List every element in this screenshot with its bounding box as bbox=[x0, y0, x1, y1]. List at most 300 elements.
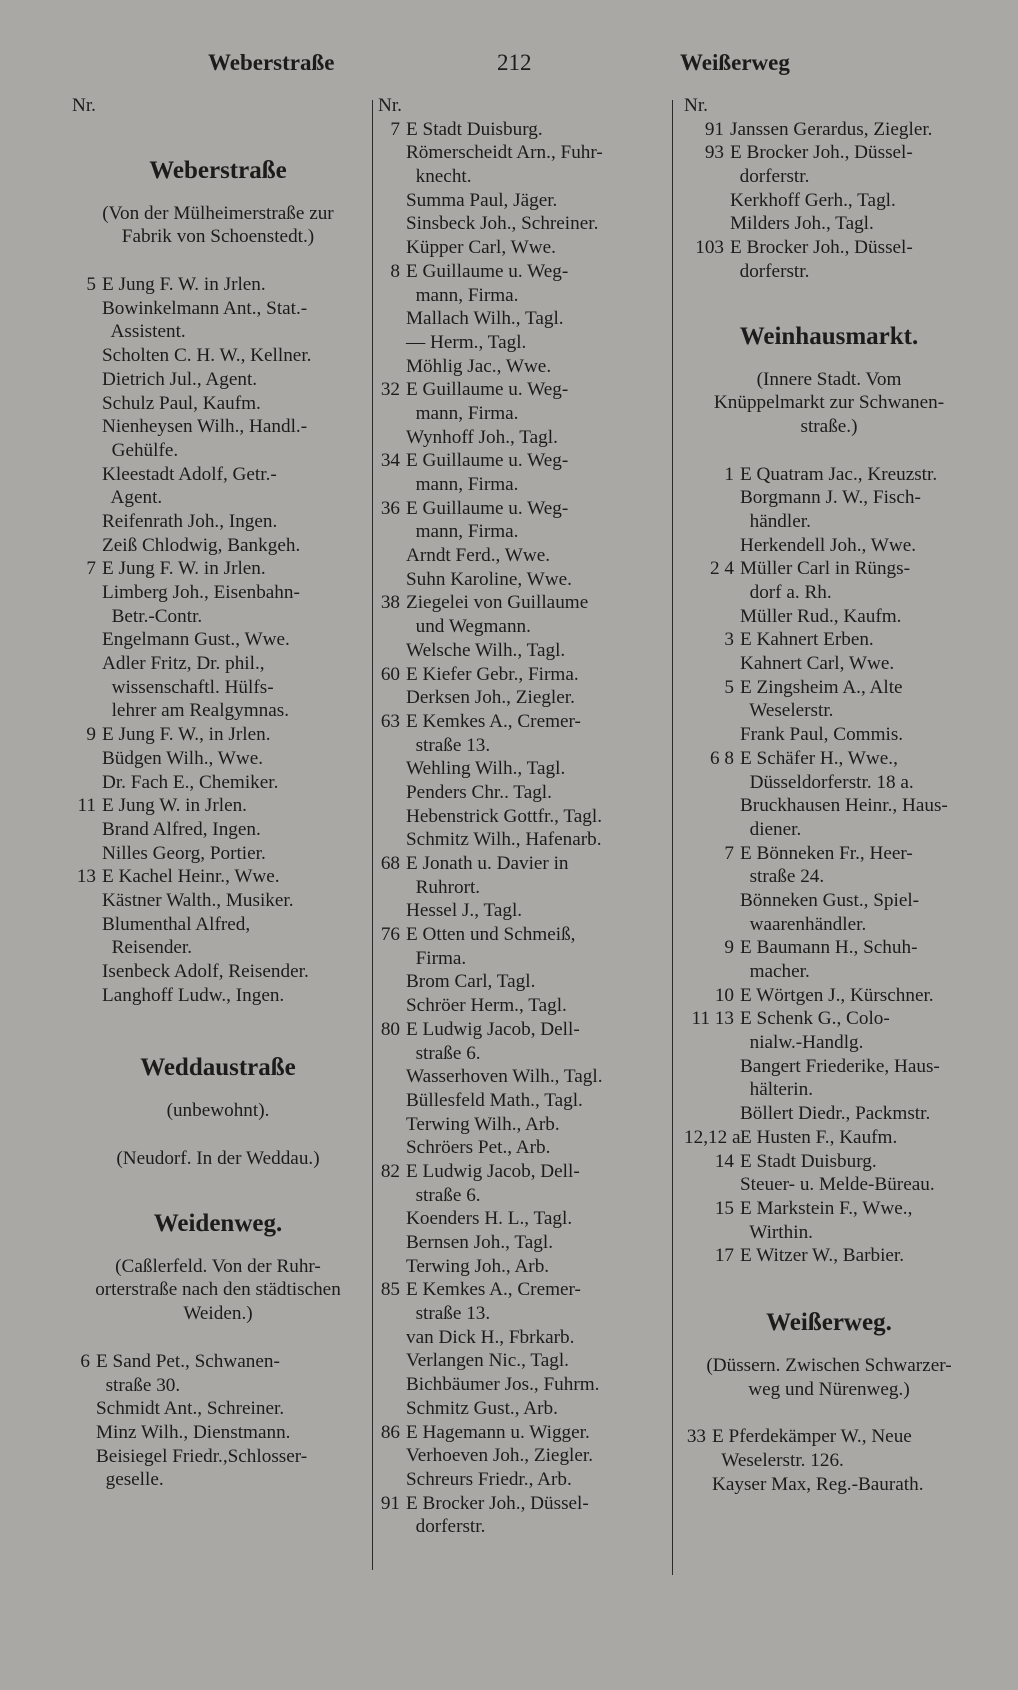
house-number: 34 bbox=[380, 450, 400, 472]
entry-line bbox=[684, 723, 974, 747]
entry-text: Schröer Herm., Tagl. bbox=[406, 995, 567, 1017]
street-description: Fabrik von Schoenstedt.) bbox=[121, 226, 315, 248]
entry-text: Frank Paul, Commis. bbox=[740, 724, 904, 746]
column-1 bbox=[72, 94, 364, 1492]
entry-line bbox=[72, 392, 364, 416]
entry-line bbox=[378, 1255, 668, 1279]
entry-text: Engelmann Gust., Wwe. bbox=[102, 629, 290, 651]
entry-line bbox=[684, 1007, 974, 1031]
entry-text: Bruckhausen Heinr., Haus- bbox=[740, 795, 948, 817]
entry-text: Bichbäumer Jos., Fuhrm. bbox=[406, 1374, 600, 1396]
entry-text: E Sand Pet., Schwanen- bbox=[96, 1350, 280, 1372]
street-heading: Weberstraße bbox=[149, 156, 287, 184]
entry-text: Brand Alfred, Ingen. bbox=[102, 818, 261, 840]
entry-text: händler. bbox=[740, 510, 811, 532]
entry-line bbox=[684, 676, 974, 700]
street-description: Knüppelmarkt zur Schwanen- bbox=[713, 392, 945, 414]
entry-line bbox=[684, 1197, 974, 1221]
house-number: 86 bbox=[380, 1421, 400, 1443]
entry-text: Verlangen Nic., Tagl. bbox=[406, 1350, 569, 1372]
entry-line bbox=[684, 984, 974, 1008]
entry-line bbox=[378, 1349, 668, 1373]
entry-line bbox=[378, 212, 668, 236]
entry-text: Summa Paul, Jäger. bbox=[406, 189, 558, 211]
entry-line bbox=[72, 628, 364, 652]
entry-line bbox=[378, 615, 668, 639]
entry-list bbox=[378, 118, 668, 1539]
entry-text: Assistent. bbox=[102, 321, 186, 343]
entry-line bbox=[72, 273, 364, 297]
entry-text: E Husten F., Kaufm. bbox=[740, 1126, 898, 1148]
entry-text: E Jung W. in Jrlen. bbox=[102, 795, 247, 817]
entry-text: Hebenstrick Gottfr., Tagl. bbox=[406, 805, 602, 827]
entry-line bbox=[378, 757, 668, 781]
house-number: 1 bbox=[724, 463, 734, 485]
entry-text: mann, Firma. bbox=[406, 284, 519, 306]
entry-text: Schmitz Wilh., Hafenarb. bbox=[406, 829, 602, 851]
entry-line bbox=[72, 652, 364, 676]
entry-text: E Jonath u. Davier in bbox=[406, 853, 569, 874]
house-number: 15 bbox=[714, 1197, 734, 1219]
entry-text: Zeiß Chlodwig, Bankgeh. bbox=[102, 534, 301, 556]
entry-line bbox=[684, 212, 974, 236]
entry-text: Isenbeck Adolf, Reisender. bbox=[102, 961, 309, 982]
entry-line bbox=[378, 734, 668, 758]
entry-line bbox=[378, 639, 668, 663]
entry-text: Koenders H. L., Tagl. bbox=[406, 1208, 573, 1230]
entry-text: E Bönneken Fr., Heer- bbox=[740, 842, 913, 864]
entry-text: E Wörtgen J., Kürschner. bbox=[740, 984, 934, 1006]
entry-text: Bowinkelmann Ant., Stat.- bbox=[102, 297, 308, 319]
entry-line bbox=[378, 118, 668, 142]
entry-text: Schmidt Ant., Schreiner. bbox=[96, 1398, 285, 1420]
entry-line bbox=[684, 1055, 974, 1079]
entry-line bbox=[684, 747, 974, 771]
entry-text: Milders Joh., Tagl. bbox=[730, 213, 874, 235]
column-divider bbox=[672, 100, 673, 1575]
nr-label: Nr. bbox=[684, 95, 708, 116]
running-header-left: Weberstraße bbox=[208, 50, 335, 75]
entry-line bbox=[378, 236, 668, 260]
house-number: 93 bbox=[704, 142, 724, 164]
entry-text: dorferstr. bbox=[730, 166, 810, 188]
entry-line bbox=[378, 781, 668, 805]
entry-text: Reifenrath Joh., Ingen. bbox=[102, 510, 278, 532]
entry-line bbox=[684, 818, 974, 842]
entry-line bbox=[378, 899, 668, 923]
entry-line bbox=[684, 260, 974, 284]
entry-line bbox=[378, 284, 668, 308]
entry-text: straße 24. bbox=[740, 866, 825, 888]
entry-line bbox=[72, 818, 364, 842]
street-description: orterstraße nach den städtischen bbox=[95, 1279, 341, 1301]
entry-text: Nilles Georg, Portier. bbox=[102, 842, 266, 864]
entry-text: E Baumann H., Schuh- bbox=[740, 937, 918, 959]
entry-text: E Kiefer Gebr., Firma. bbox=[406, 663, 579, 685]
street-description: (Von der Mülheimerstraße zur bbox=[102, 202, 334, 224]
entry-line bbox=[378, 852, 668, 876]
house-number: 91 bbox=[380, 1492, 400, 1514]
street-heading: Weißerweg. bbox=[766, 1308, 892, 1336]
entry-line bbox=[72, 865, 364, 889]
nr-label: Nr. bbox=[72, 95, 96, 116]
entry-text: Wasserhoven Wilh., Tagl. bbox=[406, 1066, 603, 1088]
entry-text: straße 13. bbox=[406, 1303, 491, 1325]
entry-line bbox=[72, 344, 364, 368]
entry-line bbox=[72, 439, 364, 463]
entry-text: E Zingsheim A., Alte bbox=[740, 676, 903, 698]
entry-text: Reisender. bbox=[102, 937, 193, 959]
entry-line bbox=[378, 1444, 668, 1468]
entry-text: Büllesfeld Math., Tagl. bbox=[406, 1089, 583, 1111]
entry-line bbox=[684, 165, 974, 189]
entry-line bbox=[378, 260, 668, 284]
entry-text: Kästner Walth., Musiker. bbox=[102, 889, 294, 911]
entry-text: E Stadt Duisburg. bbox=[740, 1150, 877, 1172]
entry-line bbox=[684, 486, 974, 510]
entry-text: E Otten und Schmeiß, bbox=[406, 924, 576, 946]
house-number: 5 bbox=[724, 676, 734, 698]
entry-text: Borgmann J. W., Fisch- bbox=[740, 487, 921, 509]
entry-line bbox=[684, 534, 974, 558]
entry-line bbox=[72, 1445, 364, 1469]
entry-text: straße 30. bbox=[96, 1374, 181, 1396]
entry-text: hälterin. bbox=[740, 1079, 813, 1101]
house-number: 60 bbox=[380, 663, 400, 685]
entry-line bbox=[684, 913, 974, 937]
entry-line bbox=[684, 1221, 974, 1245]
street-description: (Neudorf. In der Weddau.) bbox=[116, 1148, 320, 1170]
house-number: 85 bbox=[380, 1279, 400, 1301]
entry-line bbox=[72, 605, 364, 629]
entry-text: E Kemkes A., Cremer- bbox=[406, 1279, 581, 1301]
entry-text: Hessel J., Tagl. bbox=[406, 900, 523, 922]
entry-text: E Jung F. W., in Jrlen. bbox=[102, 724, 271, 746]
entry-list bbox=[72, 1350, 364, 1492]
house-number: 2 4 bbox=[710, 558, 734, 580]
entry-line bbox=[378, 828, 668, 852]
entry-line bbox=[72, 984, 364, 1008]
house-number: 9 bbox=[724, 937, 734, 959]
entry-text: E Brocker Joh., Düssel- bbox=[730, 142, 913, 164]
entry-text: E Stadt Duisburg. bbox=[406, 118, 543, 140]
house-number: 11 13 bbox=[691, 1008, 734, 1030]
entry-line bbox=[72, 557, 364, 581]
entry-line bbox=[378, 1397, 668, 1421]
entry-line bbox=[684, 1031, 974, 1055]
entry-line bbox=[684, 1078, 974, 1102]
entry-text: Schmitz Gust., Arb. bbox=[406, 1397, 558, 1419]
entry-text: Bernsen Joh., Tagl. bbox=[406, 1232, 553, 1253]
entry-line bbox=[684, 771, 974, 795]
entry-text: E Kachel Heinr., Wwe. bbox=[102, 866, 280, 888]
entry-line bbox=[378, 355, 668, 379]
entry-line bbox=[378, 473, 668, 497]
entry-text: Dietrich Jul., Agent. bbox=[102, 368, 258, 390]
entry-text: Dr. Fach E., Chemiker. bbox=[102, 771, 279, 793]
entry-text: E Brocker Joh., Düssel- bbox=[730, 237, 913, 259]
entry-text: Kayser Max, Reg.-Baurath. bbox=[712, 1473, 924, 1495]
house-number: 12,12 a bbox=[684, 1126, 741, 1148]
entry-text: geselle. bbox=[96, 1469, 164, 1491]
entry-text: Möhlig Jac., Wwe. bbox=[406, 355, 552, 377]
entry-line bbox=[378, 876, 668, 900]
entry-line bbox=[72, 889, 364, 913]
entry-text: Terwing Wilh., Arb. bbox=[406, 1113, 560, 1135]
entry-line bbox=[378, 544, 668, 568]
entry-text: Firma. bbox=[406, 947, 467, 969]
house-number: 11 bbox=[77, 795, 96, 817]
entry-list bbox=[684, 118, 974, 284]
entry-text: E Ludwig Jacob, Dell- bbox=[406, 1160, 580, 1182]
entry-text: wissenschaftl. Hülfs- bbox=[102, 676, 274, 698]
entry-line bbox=[684, 581, 974, 605]
entry-text: Minz Wilh., Dienstmann. bbox=[96, 1421, 291, 1443]
entry-line bbox=[684, 936, 974, 960]
entry-text: Schreurs Friedr., Arb. bbox=[406, 1468, 572, 1490]
entry-text: Sinsbeck Joh., Schreiner. bbox=[406, 213, 599, 235]
entry-text: Kerkhoff Gerh., Tagl. bbox=[730, 189, 896, 211]
entry-text: Betr.-Contr. bbox=[102, 605, 203, 627]
entry-line bbox=[72, 297, 364, 321]
entry-text: straße 6. bbox=[406, 1042, 481, 1064]
entry-line bbox=[378, 426, 668, 450]
house-number: 91 bbox=[704, 118, 724, 140]
house-number: 10 bbox=[714, 984, 734, 1006]
entry-line bbox=[684, 1449, 974, 1473]
house-number: 33 bbox=[686, 1426, 706, 1448]
entry-line bbox=[72, 960, 364, 984]
entry-text: Müller Carl in Rüngs- bbox=[740, 558, 911, 580]
house-number: 82 bbox=[380, 1160, 400, 1182]
entry-line bbox=[72, 581, 364, 605]
entry-list bbox=[684, 1425, 974, 1496]
entry-line bbox=[684, 557, 974, 581]
entry-line bbox=[72, 1374, 364, 1398]
entry-text: Adler Fritz, Dr. phil., bbox=[102, 653, 265, 675]
entry-text: Gehülfe. bbox=[102, 439, 179, 461]
house-number: 6 bbox=[80, 1350, 90, 1372]
entry-line bbox=[378, 1089, 668, 1113]
entry-line bbox=[72, 676, 364, 700]
entry-text: E Guillaume u. Weg- bbox=[406, 260, 569, 282]
entry-text: Beisiegel Friedr.,Schlosser- bbox=[96, 1445, 308, 1467]
entry-text: dorferstr. bbox=[406, 1516, 486, 1538]
entry-text: Weselerstr. bbox=[740, 700, 834, 722]
house-number: 6 8 bbox=[710, 747, 734, 769]
entry-text: Küpper Carl, Wwe. bbox=[406, 237, 556, 259]
entry-text: E Schäfer H., Wwe., bbox=[740, 747, 898, 769]
house-number: 76 bbox=[380, 924, 400, 946]
entry-text: Brom Carl, Tagl. bbox=[406, 971, 536, 993]
entry-text: Scholten C. H. W., Kellner. bbox=[102, 345, 312, 367]
entry-text: Welsche Wilh., Tagl. bbox=[406, 639, 566, 661]
nr-label: Nr. bbox=[378, 95, 402, 116]
entry-text: Wehling Wilh., Tagl. bbox=[406, 758, 566, 780]
entry-text: und Wegmann. bbox=[406, 616, 531, 638]
entry-text: Bangert Friederike, Haus- bbox=[740, 1055, 940, 1077]
entry-text: Herkendell Joh., Wwe. bbox=[740, 534, 917, 556]
house-number: 80 bbox=[380, 1018, 400, 1040]
entry-text: E Kemkes A., Cremer- bbox=[406, 710, 581, 732]
entry-text: diener. bbox=[740, 818, 802, 840]
entry-line bbox=[72, 723, 364, 747]
entry-text: Blumenthal Alfred, bbox=[102, 913, 251, 935]
entry-line bbox=[378, 1468, 668, 1492]
entry-line bbox=[378, 1042, 668, 1066]
entry-text: Mallach Wilh., Tagl. bbox=[406, 308, 564, 330]
entry-line bbox=[378, 805, 668, 829]
entry-line bbox=[378, 1302, 668, 1326]
entry-line bbox=[378, 378, 668, 402]
entry-text: Derksen Joh., Ziegler. bbox=[406, 687, 575, 709]
entry-line bbox=[684, 1102, 974, 1126]
entry-line bbox=[72, 486, 364, 510]
street-description: Weiden.) bbox=[183, 1303, 253, 1325]
entry-text: mann, Firma. bbox=[406, 521, 519, 543]
house-number: 17 bbox=[714, 1245, 734, 1267]
entry-line bbox=[72, 699, 364, 723]
entry-text: mann, Firma. bbox=[406, 474, 519, 495]
entry-line bbox=[684, 842, 974, 866]
entry-line bbox=[378, 1515, 668, 1539]
entry-line bbox=[378, 1231, 668, 1255]
entry-line bbox=[378, 1326, 668, 1350]
entry-line bbox=[72, 913, 364, 937]
entry-text: Agent. bbox=[102, 487, 163, 509]
entry-list bbox=[72, 273, 364, 1007]
entry-line bbox=[684, 865, 974, 889]
entry-text: Ruhrort. bbox=[406, 876, 481, 898]
entry-line bbox=[684, 141, 974, 165]
house-number: 9 bbox=[86, 724, 96, 746]
entry-line bbox=[72, 747, 364, 771]
entry-line bbox=[378, 686, 668, 710]
entry-line bbox=[684, 605, 974, 629]
entry-text: E Pferdekämper W., Neue bbox=[712, 1426, 912, 1448]
entry-line bbox=[684, 889, 974, 913]
street-heading: Weddaustraße bbox=[140, 1054, 296, 1082]
house-number: 7 bbox=[86, 558, 96, 580]
entry-text: E Schenk G., Colo- bbox=[740, 1008, 890, 1030]
entry-text: mann, Firma. bbox=[406, 402, 519, 424]
entry-text: Limberg Joh., Eisenbahn- bbox=[102, 582, 300, 603]
entry-text: E Kahnert Erben. bbox=[740, 629, 874, 651]
entry-text: E Jung F. W. in Jrlen. bbox=[102, 274, 266, 296]
entry-text: straße 13. bbox=[406, 734, 491, 756]
entry-text: E Jung F. W. in Jrlen. bbox=[102, 558, 266, 580]
column-divider bbox=[372, 100, 373, 1570]
entry-line bbox=[684, 510, 974, 534]
entry-text: E Witzer W., Barbier. bbox=[740, 1245, 905, 1267]
entry-text: Düsseldorferstr. 18 a. bbox=[740, 771, 914, 793]
entry-line bbox=[72, 771, 364, 795]
entry-line bbox=[684, 960, 974, 984]
entry-line bbox=[72, 463, 364, 487]
entry-line bbox=[378, 970, 668, 994]
entry-line bbox=[684, 118, 974, 142]
entry-text: — Herm., Tagl. bbox=[406, 331, 527, 353]
entry-line bbox=[378, 1113, 668, 1137]
entry-line bbox=[378, 1373, 668, 1397]
entry-text: Langhoff Ludw., Ingen. bbox=[102, 984, 285, 1006]
page-number: 212 bbox=[497, 50, 532, 75]
house-number: 13 bbox=[76, 866, 96, 888]
entry-line bbox=[684, 652, 974, 676]
entry-line bbox=[378, 449, 668, 473]
entry-text: E Ludwig Jacob, Dell- bbox=[406, 1018, 580, 1040]
entry-line bbox=[378, 710, 668, 734]
entry-text: lehrer am Realgymnas. bbox=[102, 700, 290, 722]
entry-line bbox=[684, 1126, 974, 1150]
entry-line bbox=[378, 165, 668, 189]
house-number: 38 bbox=[380, 592, 400, 614]
entry-line bbox=[378, 331, 668, 355]
entry-line bbox=[378, 1136, 668, 1160]
entry-line bbox=[378, 568, 668, 592]
entry-line bbox=[378, 663, 668, 687]
street-heading: Weidenweg. bbox=[153, 1209, 283, 1237]
entry-line bbox=[72, 368, 364, 392]
house-number: 14 bbox=[714, 1150, 734, 1172]
entry-text: van Dick H., Fbrkarb. bbox=[406, 1326, 575, 1348]
entry-text: E Quatram Jac., Kreuzstr. bbox=[740, 463, 938, 485]
entry-line bbox=[72, 794, 364, 818]
entry-line bbox=[72, 1421, 364, 1445]
entry-text: macher. bbox=[740, 961, 810, 982]
entry-text: Schulz Paul, Kaufm. bbox=[102, 392, 261, 414]
house-number: 8 bbox=[390, 260, 400, 282]
entry-text: waarenhändler. bbox=[740, 913, 867, 935]
entry-line bbox=[684, 628, 974, 652]
house-number: 5 bbox=[86, 274, 96, 296]
entry-text: Bönneken Gust., Spiel- bbox=[740, 889, 920, 911]
entry-text: Römerscheidt Arn., Fuhr- bbox=[406, 142, 603, 164]
entry-line bbox=[378, 1492, 668, 1516]
entry-line bbox=[684, 463, 974, 487]
column-2 bbox=[378, 94, 668, 1539]
entry-line bbox=[378, 994, 668, 1018]
entry-text: Wirthin. bbox=[740, 1221, 813, 1243]
house-number: 3 bbox=[724, 629, 734, 651]
entry-text: Schröers Pet., Arb. bbox=[406, 1137, 551, 1159]
entry-text: Terwing Joh., Arb. bbox=[406, 1255, 550, 1277]
entry-text: Suhn Karoline, Wwe. bbox=[406, 568, 572, 590]
entry-line bbox=[378, 923, 668, 947]
entry-text: E Guillaume u. Weg- bbox=[406, 450, 569, 472]
house-number: 63 bbox=[380, 710, 400, 732]
entry-line bbox=[684, 794, 974, 818]
entry-line bbox=[684, 1173, 974, 1197]
entry-line bbox=[378, 307, 668, 331]
entry-line bbox=[378, 1278, 668, 1302]
entry-text: E Brocker Joh., Düssel- bbox=[406, 1492, 589, 1514]
house-number: 36 bbox=[380, 497, 400, 519]
entry-line bbox=[684, 1244, 974, 1268]
entry-text: Janssen Gerardus, Ziegler. bbox=[730, 118, 933, 140]
street-description: (Düssern. Zwischen Schwarzer- bbox=[706, 1354, 952, 1376]
entry-line bbox=[72, 842, 364, 866]
entry-text: Verhoeven Joh., Ziegler. bbox=[406, 1445, 594, 1467]
entry-text: Kleestadt Adolf, Getr.- bbox=[102, 463, 277, 485]
entry-text: Müller Rud., Kaufm. bbox=[740, 605, 902, 627]
entry-line bbox=[378, 947, 668, 971]
entry-line bbox=[684, 189, 974, 213]
entry-text: straße 6. bbox=[406, 1184, 481, 1206]
entry-line bbox=[684, 1150, 974, 1174]
street-description: (Innere Stadt. Vom bbox=[756, 368, 902, 390]
entry-line bbox=[72, 320, 364, 344]
